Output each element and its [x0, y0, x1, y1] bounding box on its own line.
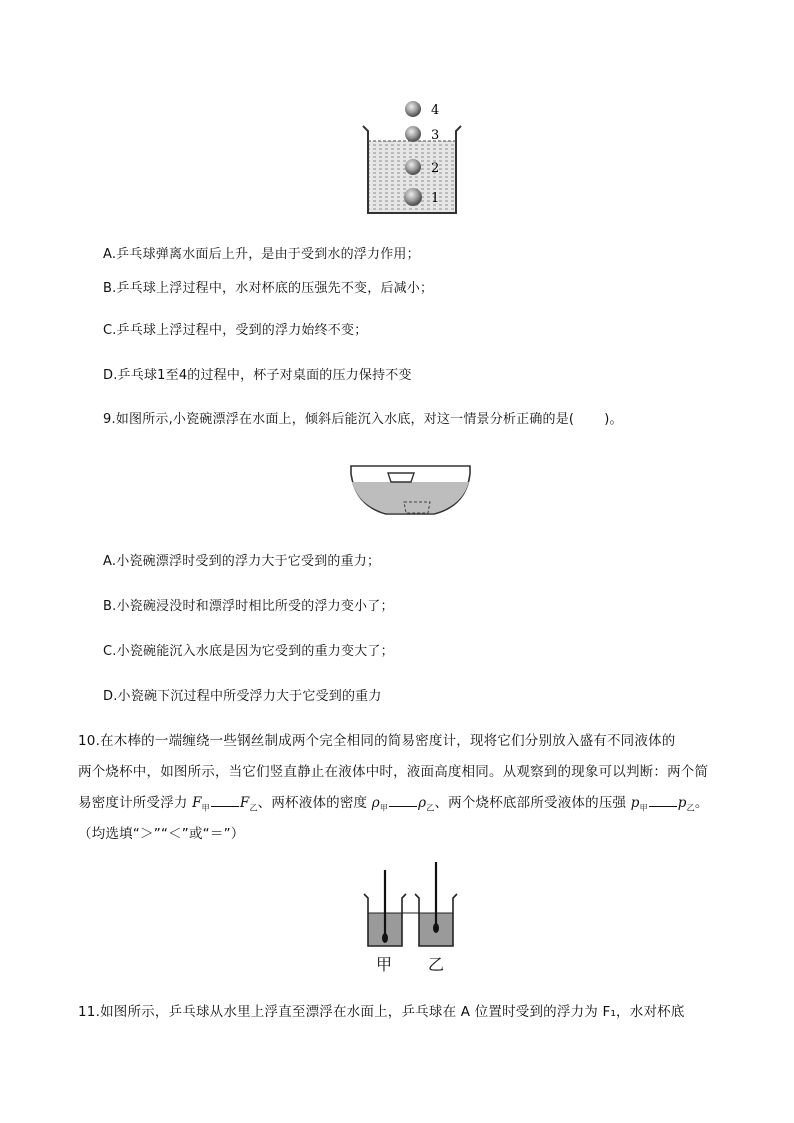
- bowl-figure: [348, 460, 473, 518]
- water-fill: [352, 482, 469, 513]
- q8-option-c: C.乒乓球上浮过程中，受到的浮力始终不变；: [103, 323, 368, 338]
- blank-buoyancy[interactable]: [211, 794, 239, 807]
- floating-bowl: [388, 473, 414, 482]
- q9-option-b: B.小瓷碗浸没时和漂浮时相比所受的浮力变小了；: [103, 599, 394, 614]
- q8-option-a: A.乒乓球弹离水面后上升，是由于受到水的浮力作用；: [103, 247, 420, 262]
- ball-2: [405, 159, 421, 175]
- q8-option-b: B.乒乓球上浮过程中，水对杯底的压强先不变，后减小；: [103, 281, 434, 296]
- hydrometer-figure: [362, 858, 462, 950]
- q9-stem-end: )。: [604, 412, 623, 427]
- q10-line1: 10.在木棒的一端缠绕一些钢丝制成两个完全相同的简易密度计，现将它们分别放入盛有不同液体的: [78, 733, 676, 749]
- beaker-figure: [355, 95, 465, 220]
- q9-option-d: D.小瓷碗下沉过程中所受浮力大于它受到的重力: [103, 689, 382, 704]
- q9-stem: [103, 410, 623, 430]
- q10-line4: （均选填“＞”“＜”或“＝”）: [78, 826, 245, 842]
- blank-pressure[interactable]: [649, 794, 677, 807]
- fig-label-yi: 乙: [428, 955, 445, 974]
- ball-4: [405, 101, 421, 117]
- q11-line1: 11.如图所示，乒乓球从水里上浮直至漂浮在水面上，乒乓球在 A 位置时受到的浮力为 F₁，水对杯底: [78, 1004, 685, 1020]
- ball-1: [404, 188, 422, 206]
- q9-option-a: A.小瓷碗漂浮时受到的浮力大于它受到的重力；: [103, 554, 381, 569]
- q9-option-c: C.小瓷碗能沉入水底是因为它受到的重力变大了；: [103, 644, 394, 659]
- fig-label-jia: 甲: [376, 955, 393, 974]
- ball-label-2: 2: [431, 161, 440, 176]
- q9-stem-text: 9.如图所示,小瓷碗漂浮在水面上，倾斜后能沉入水底，对这一情景分析正确的是(: [103, 412, 575, 427]
- ball-3: [405, 126, 421, 142]
- q8-option-d: D.乒乓球1至4的过程中，杯子对桌面的压力保持不变: [103, 368, 412, 383]
- ball-label-4: 4: [431, 103, 440, 118]
- blank-density[interactable]: [389, 794, 417, 807]
- ball-label-1: 1: [431, 191, 440, 206]
- q10-line3: 易密度计所受浮力 $F_甲$ $F_乙$、两杯液体的密度 $\rho_甲$ $\rho_乙$、两个烧杯底部所受液体的压强 $p_甲$ $p_乙$。: [78, 795, 709, 813]
- q10-line2: 两个烧杯中，如图所示，当它们竖直静止在液体中时，液面高度相同。从观察到的现象可以判断：两个简: [78, 764, 709, 780]
- ball-label-3: 3: [431, 128, 440, 143]
